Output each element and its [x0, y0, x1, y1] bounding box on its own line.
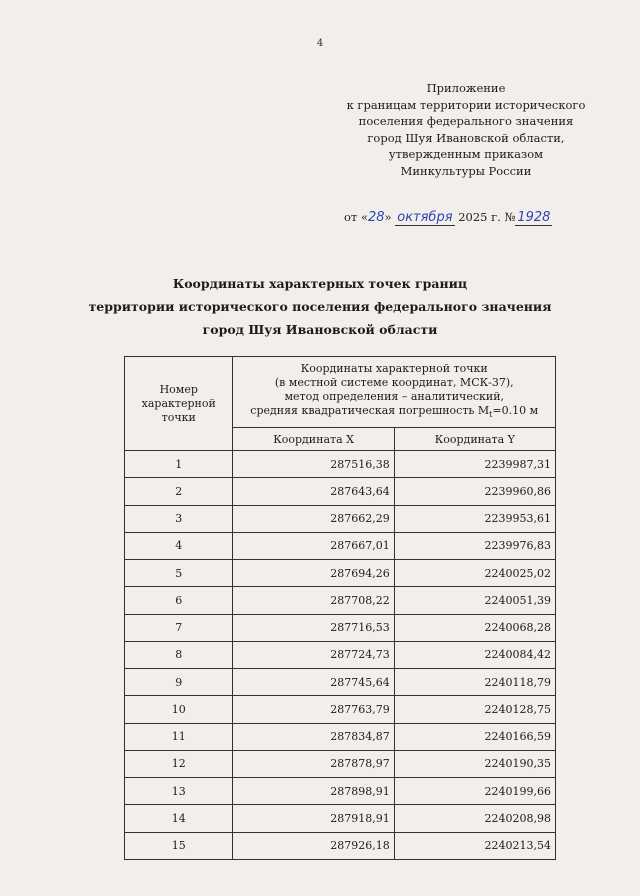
point-number: 9: [125, 669, 233, 696]
appendix-line: город Шуя Ивановской области,: [367, 130, 565, 145]
appendix-line: поселения федерального значения: [358, 114, 574, 128]
order-prefix: от «: [344, 210, 368, 224]
table-row: [125, 669, 556, 696]
coordinates-table: [124, 356, 556, 860]
point-number: 3: [125, 505, 233, 532]
table-row: [125, 641, 556, 668]
point-number: 8: [125, 641, 233, 668]
coordinate-y: 2240025,02: [394, 560, 555, 587]
coordinate-x: 287834,87: [233, 723, 394, 750]
coordinate-y: 2240208,98: [394, 805, 555, 832]
coordinate-x: 287662,29: [233, 505, 394, 532]
coordinate-y: 2239987,31: [394, 451, 555, 478]
coordinate-y: 2240199,66: [394, 778, 555, 805]
title-line: территории исторического поселения федерального значения: [88, 299, 552, 314]
table-row: [125, 560, 556, 587]
point-number: 2: [125, 478, 233, 505]
header-coords-line: метод определения – аналитический,: [284, 389, 505, 403]
table-row: [125, 532, 556, 559]
appendix-line: Минкультуры России: [400, 163, 532, 178]
title-line: город Шуя Ивановской области: [202, 322, 438, 337]
order-date-number: [344, 210, 584, 225]
table-row: [125, 723, 556, 750]
appendix-line: утвержденным приказом: [388, 147, 544, 161]
point-number: 15: [125, 832, 233, 859]
point-number: 11: [125, 723, 233, 750]
coordinate-x: 287918,91: [233, 805, 394, 832]
coordinate-y: 2239976,83: [394, 532, 555, 559]
coordinate-x: 287708,22: [233, 587, 394, 614]
handwritten-order-number: 1928: [517, 210, 551, 225]
coordinate-y: 2240068,28: [394, 614, 555, 641]
coordinate-x: 287643,64: [233, 478, 394, 505]
table-row: [125, 696, 556, 723]
table-row: [125, 587, 556, 614]
coordinate-y: 2240166,59: [394, 723, 555, 750]
header-coords-line: Координаты характерной точки: [300, 361, 488, 375]
point-number: 13: [125, 778, 233, 805]
coordinate-y: 2239960,86: [394, 478, 555, 505]
table-row: [125, 478, 556, 505]
point-number: 7: [125, 614, 233, 641]
point-number: 14: [125, 805, 233, 832]
coordinate-x: 287716,53: [233, 614, 394, 641]
header-accuracy-line: средняя квадратическая погрешность $M_t=0.10$ м: [250, 403, 539, 420]
table-row: [125, 505, 556, 532]
header-coordinate-y: Координата Y: [394, 428, 555, 451]
table-row: [125, 832, 556, 859]
coordinate-y: 2240128,75: [394, 696, 555, 723]
header-coordinates: [233, 357, 556, 428]
page-number: 4: [316, 38, 324, 49]
title-line: Координаты характерных точек границ: [172, 276, 468, 291]
point-number: 6: [125, 587, 233, 614]
table-row: [125, 614, 556, 641]
coordinate-x: 287898,91: [233, 778, 394, 805]
table-row: [125, 750, 556, 777]
table-row: [125, 451, 556, 478]
point-number: 12: [125, 750, 233, 777]
point-number: 4: [125, 532, 233, 559]
handwritten-month: октября: [397, 210, 453, 225]
coordinate-y: 2240190,35: [394, 750, 555, 777]
point-number: 5: [125, 560, 233, 587]
appendix-line: к границам территории исторического: [346, 97, 586, 112]
coordinate-x: 287667,01: [233, 532, 394, 559]
point-number: 10: [125, 696, 233, 723]
coordinate-x: 287926,18: [233, 832, 394, 859]
header-coordinate-x: Координата X: [233, 428, 394, 451]
appendix-line: Приложение: [426, 81, 506, 95]
coordinate-x: 287745,64: [233, 669, 394, 696]
table-row: [125, 805, 556, 832]
coordinate-y: 2240118,79: [394, 669, 555, 696]
table-row: [125, 778, 556, 805]
header-coords-line: (в местной системе координат, МСК-37),: [274, 375, 514, 389]
appendix-block: [336, 80, 596, 179]
header-point-number: Номер характерной точки: [125, 357, 233, 451]
point-number: 1: [125, 451, 233, 478]
coordinate-x: 287763,79: [233, 696, 394, 723]
coordinate-y: 2240213,54: [394, 832, 555, 859]
order-mid: »: [384, 210, 392, 224]
handwritten-day: 28: [367, 210, 385, 225]
coordinate-y: 2239953,61: [394, 505, 555, 532]
coordinate-y: 2240051,39: [394, 587, 555, 614]
coordinate-x: 287724,73: [233, 641, 394, 668]
order-year: 2025 г. №: [458, 210, 516, 224]
coordinate-y: 2240084,42: [394, 641, 555, 668]
coordinate-x: 287694,26: [233, 560, 394, 587]
coordinate-x: 287516,38: [233, 451, 394, 478]
document-title: [0, 272, 640, 341]
coordinate-x: 287878,97: [233, 750, 394, 777]
